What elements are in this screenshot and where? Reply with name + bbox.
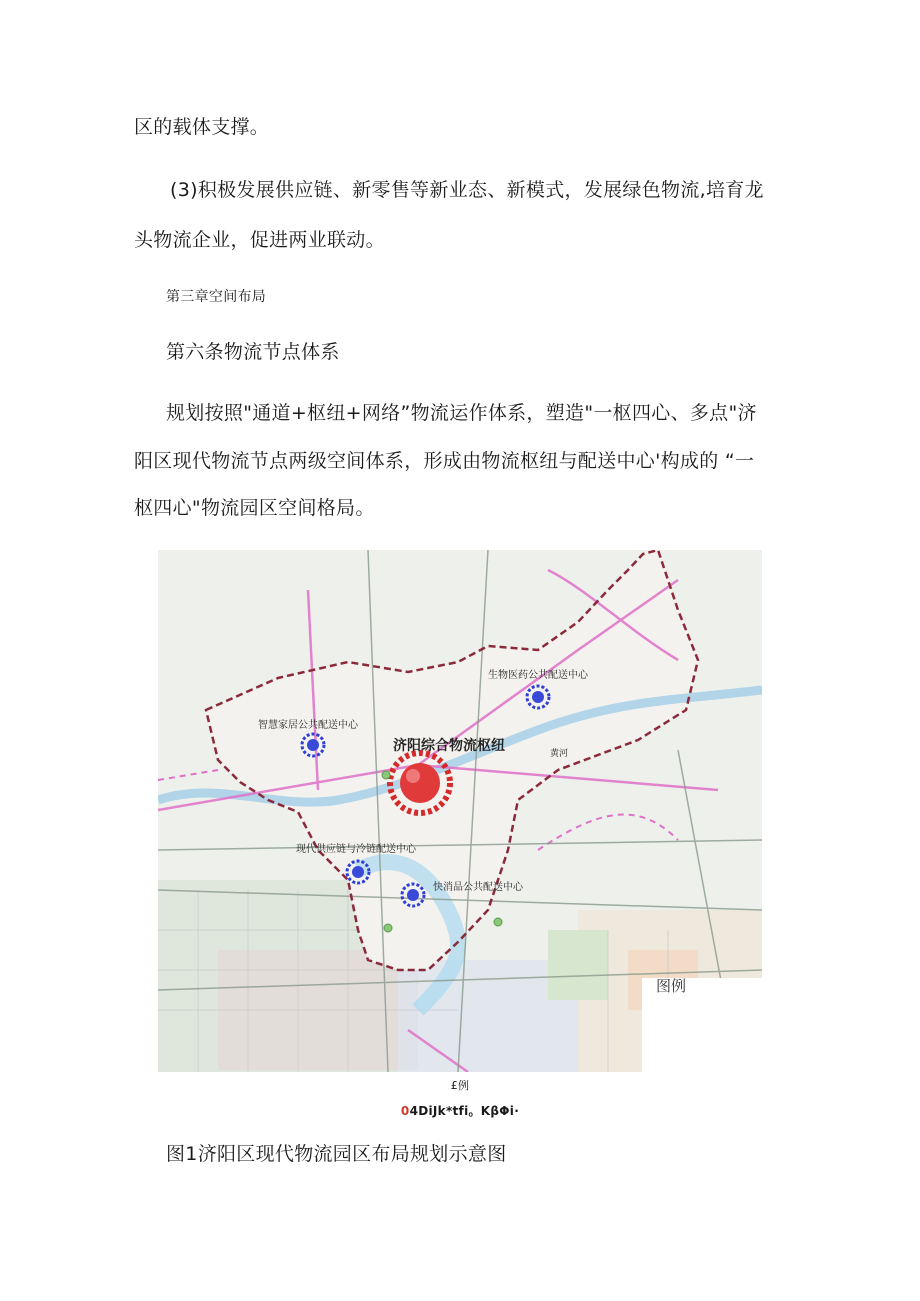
map-label-biopharma: 生物医药公共配送中心 [488,670,588,681]
map-label-fmcg: 快消品公共配送中心 [433,882,523,893]
map-label-supply-chain: 现代供应链与冷链配送中心 [296,844,416,855]
map-label-hub: 济阳综合物流枢纽 [393,738,505,754]
map-label-yellow-river: 黄河 [550,749,569,759]
map-label-smart-home: 智慧家居公共配送中心 [258,720,358,731]
garbled-caption-text: 4DiJk*tfi。KβΦi· [409,1104,520,1118]
paragraph-line-4: 规划按照"通道+枢纽+网络”物流运作体系，塑造"一枢四心、多点"济 [166,402,757,424]
chapter-heading: 第三章空间布局 [166,289,267,305]
paragraph-line-5: 阳区现代物流节点两级空间体系，形成由物流枢纽与配送中心'构成的 “一 [134,450,755,472]
paragraph-line-2: (3)积极发展供应链、新零售等新业态、新模式，发展绿色物流,培育龙 [170,179,764,201]
figure-title: 图1济阳区现代物流园区布局规划示意图 [166,1143,507,1165]
legend-title: 图例 [656,977,687,995]
legend-small-caption: £例 [450,1079,470,1092]
paragraph-line-3: 头物流企业，促进两业联动。 [134,229,385,251]
article-heading: 第六条物流节点体系 [166,341,340,363]
paragraph-line-1: 区的载体支撑。 [134,116,270,138]
garbled-caption-prefix: 0 [400,1104,410,1118]
garbled-caption [0,1102,920,1119]
paragraph-line-6: 枢四心"物流园区空间格局。 [134,497,375,519]
